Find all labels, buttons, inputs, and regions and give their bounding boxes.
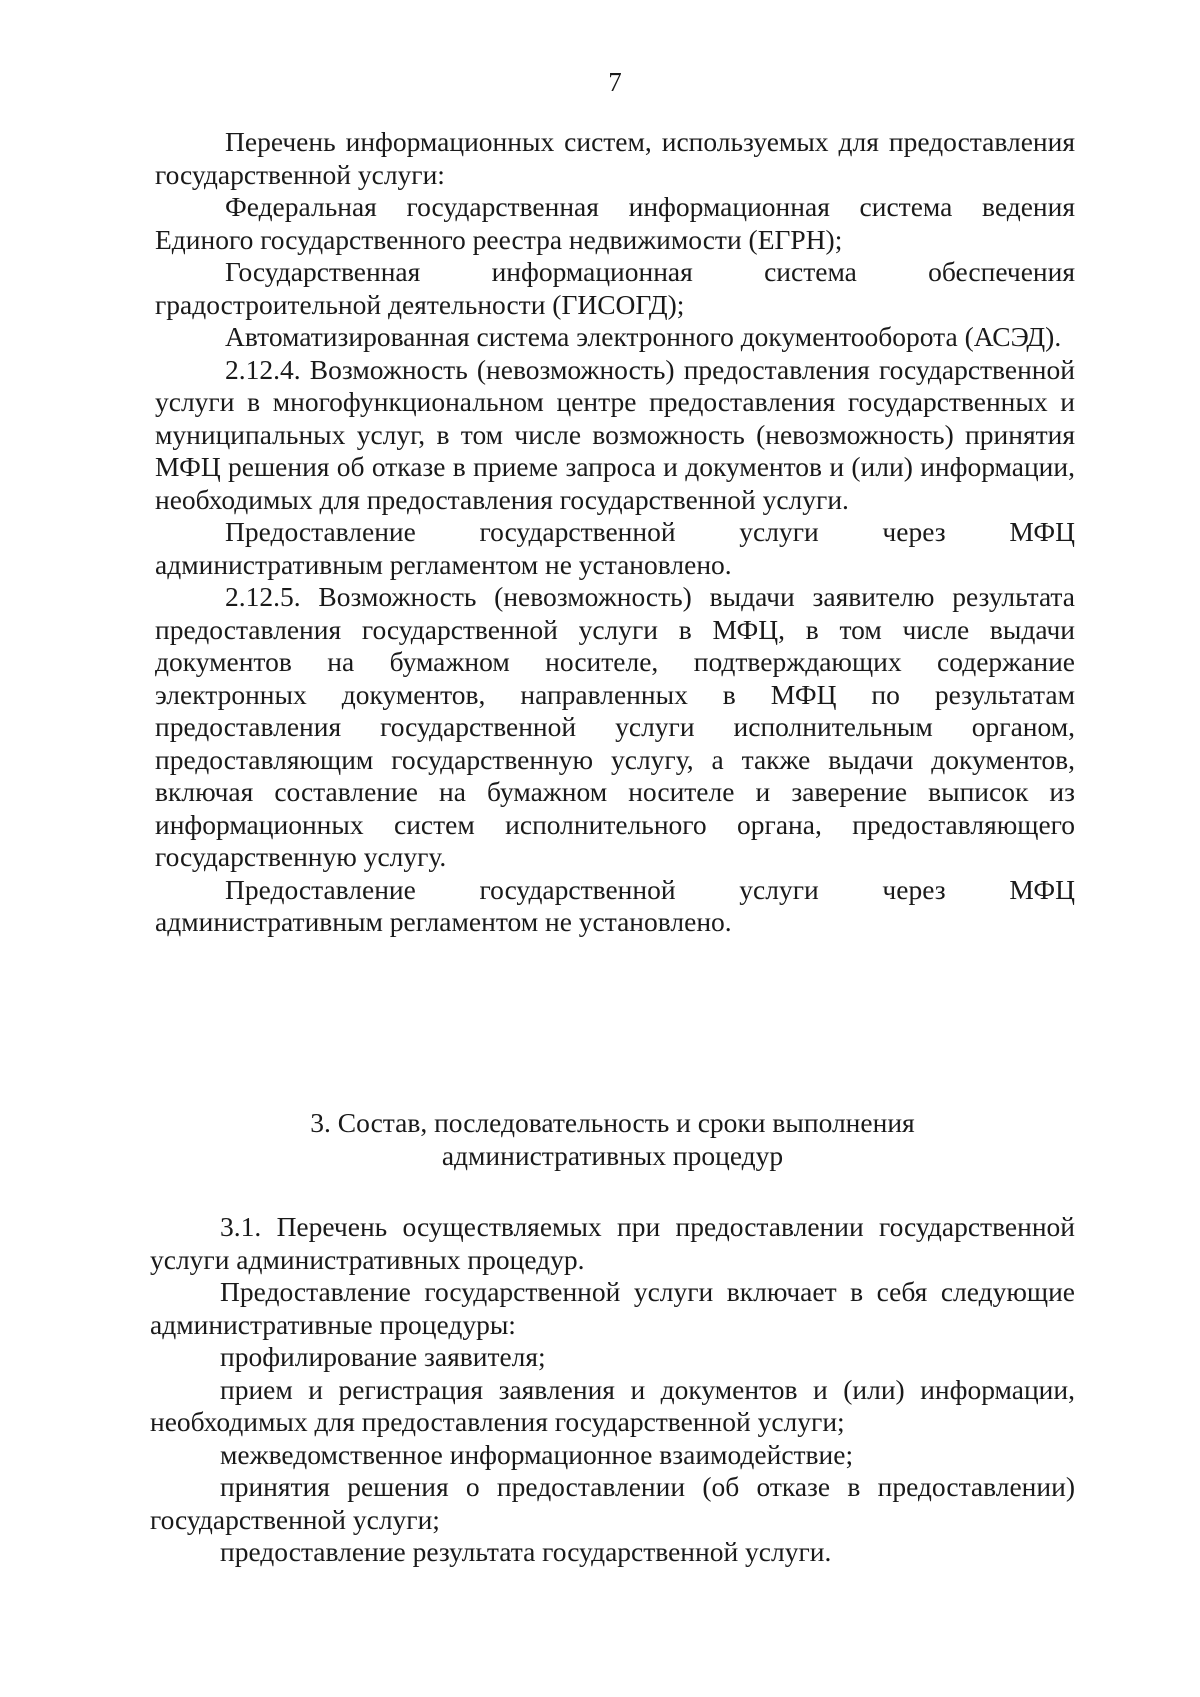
paragraph-ased: Автоматизированная система электронного документооборота (АСЭД).: [225, 321, 1062, 352]
paragraph-mfc-not-established-2: Предоставление государственной услуги через МФЦ административным регламентом не установлено.: [155, 873, 1075, 937]
page-number: 7: [608, 67, 622, 97]
section-heading-line-1: 3. Состав, последовательность и сроки выполнения: [310, 1107, 915, 1138]
paragraph-gisogd: Государственная информационная система обеспечения градостроительной деятельности (ГИСОГД);: [155, 256, 1075, 320]
text-block-top: [155, 126, 1075, 939]
list-item-reception: прием и регистрация заявления и документов и (или) информации, необходимых для предоставления государственной услуги;: [150, 1373, 1075, 1437]
paragraph-3-1: 3.1. Перечень осуществляемых при предоставлении государственной услуги административных процедур.: [150, 1211, 1075, 1275]
paragraph-is-list-intro: Перечень информационных систем, используемых для предоставления государственной услуги:: [155, 126, 1075, 190]
text-block-bottom: [150, 1211, 1075, 1569]
paragraph-2-12-5: 2.12.5. Возможность (невозможность) выдачи заявителю результата предоставления государственной услуги в МФЦ, в том числе выдачи документов на бумажном носителе, подтверждающих содержание электронных документов, направленных в МФЦ по результатам предоставления государственной услуги исполнительным органом, предоставляющим государственную услугу, а также выдачи документов, включая составление на бумажном носителе и заверение выписок из информационных систем исполнительного органа, предоставляющего государственную услугу.: [155, 581, 1075, 872]
list-item-interagency: межведомственное информационное взаимодействие;: [220, 1438, 854, 1470]
list-item-decision: принятия решения о предоставлении (об отказе в предоставлении) государственной услуги;: [150, 1471, 1075, 1535]
list-item-profiling: профилирование заявителя;: [220, 1341, 546, 1372]
section-heading: [150, 1106, 1075, 1172]
list-item-result: предоставление результата государственной услуги.: [220, 1536, 832, 1567]
paragraph-mfc-not-established-1: Предоставление государственной услуги через МФЦ административным регламентом не установлено.: [155, 516, 1075, 580]
paragraph-2-12-4: 2.12.4. Возможность (невозможность) предоставления государственной услуги в многофункциональном центре предоставления государственных и муниципальных услуг, в том числе возможность (невозможность) принятия МФЦ решения об отказе в приеме запроса и документов и (или) информации, необходимых для предоставления государственной услуги.: [155, 353, 1075, 515]
paragraph-procedures-intro: Предоставление государственной услуги включает в себя следующие административные процедуры:: [150, 1276, 1075, 1340]
section-heading-line-2: административных процедур: [441, 1140, 784, 1171]
paragraph-egrn: Федеральная государственная информационная система ведения Единого государственного реестра недвижимости (ЕГРН);: [155, 191, 1075, 255]
